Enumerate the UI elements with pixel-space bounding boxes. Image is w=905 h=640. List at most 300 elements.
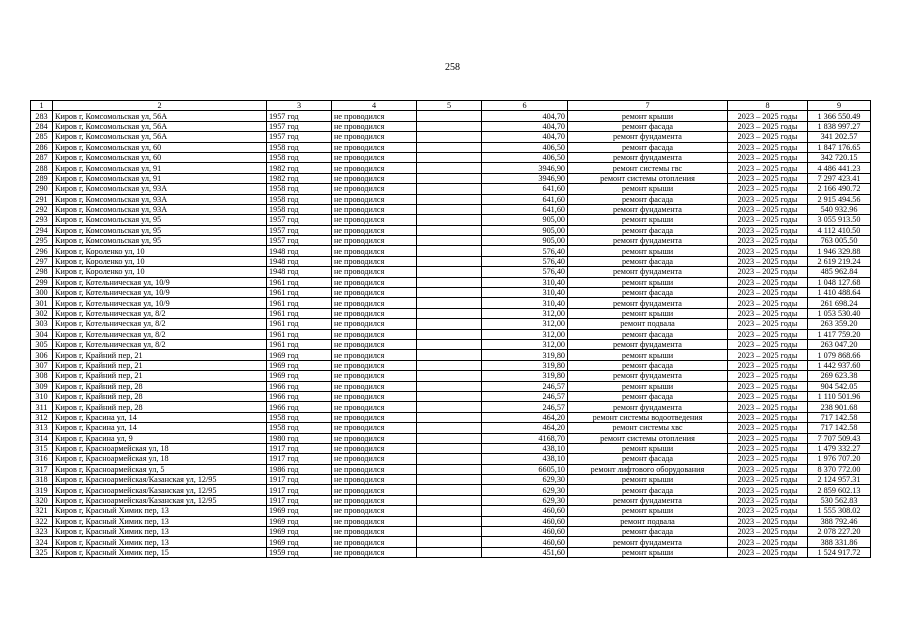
work-type-cell: ремонт фасада <box>568 360 728 370</box>
last-repair-cell: не проводился <box>332 475 417 485</box>
area-cell: 406,50 <box>482 152 568 162</box>
row-number: 299 <box>31 277 53 287</box>
repair-program-table <box>30 100 871 558</box>
area-cell: 438,10 <box>482 454 568 464</box>
table-row <box>31 163 871 173</box>
last-repair-cell: не проводился <box>332 360 417 370</box>
table-row <box>31 454 871 464</box>
build-year-cell: 1957 год <box>267 121 332 131</box>
last-repair-cell: не проводился <box>332 246 417 256</box>
row-number: 316 <box>31 454 53 464</box>
cost-cell: 1 838 997.27 <box>808 121 871 131</box>
cost-cell: 1 555 308.02 <box>808 506 871 516</box>
area-cell: 3946,90 <box>482 163 568 173</box>
empty-cell <box>417 267 482 277</box>
row-number: 318 <box>31 475 53 485</box>
period-cell: 2023 – 2025 годы <box>728 215 808 225</box>
area-cell: 460,60 <box>482 527 568 537</box>
cost-cell: 1 048 127.68 <box>808 277 871 287</box>
cost-cell: 3 055 913.50 <box>808 215 871 225</box>
row-number: 319 <box>31 485 53 495</box>
row-number: 321 <box>31 506 53 516</box>
row-number: 307 <box>31 360 53 370</box>
area-cell: 576,40 <box>482 267 568 277</box>
area-cell: 464,20 <box>482 423 568 433</box>
table-row <box>31 475 871 485</box>
table-row <box>31 142 871 152</box>
cost-cell: 2 915 494.56 <box>808 194 871 204</box>
period-cell: 2023 – 2025 годы <box>728 288 808 298</box>
empty-cell <box>417 516 482 526</box>
area-cell: 629,30 <box>482 475 568 485</box>
period-cell: 2023 – 2025 годы <box>728 246 808 256</box>
work-type-cell: ремонт фундамента <box>568 402 728 412</box>
period-cell: 2023 – 2025 годы <box>728 339 808 349</box>
table-row <box>31 381 871 391</box>
cost-cell: 1 479 332.27 <box>808 443 871 453</box>
work-type-cell: ремонт крыши <box>568 246 728 256</box>
area-cell: 6605,10 <box>482 464 568 474</box>
row-number: 312 <box>31 412 53 422</box>
area-cell: 310,40 <box>482 277 568 287</box>
empty-cell <box>417 288 482 298</box>
area-cell: 464,20 <box>482 412 568 422</box>
cost-cell: 2 859 602.13 <box>808 485 871 495</box>
row-number: 306 <box>31 350 53 360</box>
row-number: 317 <box>31 464 53 474</box>
work-type-cell: ремонт крыши <box>568 381 728 391</box>
cost-cell: 1 442 937.60 <box>808 360 871 370</box>
table-row <box>31 339 871 349</box>
row-number: 313 <box>31 423 53 433</box>
work-type-cell: ремонт лифтового оборудования <box>568 464 728 474</box>
work-type-cell: ремонт системы хвс <box>568 423 728 433</box>
empty-cell <box>417 236 482 246</box>
build-year-cell: 1957 год <box>267 132 332 142</box>
address-cell: Киров г, Красный Химик пер, 13 <box>53 537 267 547</box>
work-type-cell: ремонт системы отопления <box>568 173 728 183</box>
cost-cell: 388 331.86 <box>808 537 871 547</box>
table-row <box>31 516 871 526</box>
period-cell: 2023 – 2025 годы <box>728 225 808 235</box>
row-number: 303 <box>31 319 53 329</box>
empty-cell <box>417 412 482 422</box>
address-cell: Киров г, Крайний пер, 28 <box>53 381 267 391</box>
cost-cell: 263 359.20 <box>808 319 871 329</box>
table-row <box>31 277 871 287</box>
table-row <box>31 298 871 308</box>
area-cell: 319,80 <box>482 360 568 370</box>
work-type-cell: ремонт крыши <box>568 350 728 360</box>
empty-cell <box>417 225 482 235</box>
build-year-cell: 1969 год <box>267 537 332 547</box>
cost-cell: 261 698.24 <box>808 298 871 308</box>
table-row <box>31 547 871 557</box>
work-type-cell: ремонт фундамента <box>568 152 728 162</box>
table-row <box>31 121 871 131</box>
last-repair-cell: не проводился <box>332 464 417 474</box>
cost-cell: 7 297 423.41 <box>808 173 871 183</box>
work-type-cell: ремонт крыши <box>568 184 728 194</box>
col-header-2: 2 <box>53 101 267 111</box>
table-row <box>31 204 871 214</box>
empty-cell <box>417 111 482 121</box>
build-year-cell: 1958 год <box>267 412 332 422</box>
period-cell: 2023 – 2025 годы <box>728 360 808 370</box>
row-number: 302 <box>31 308 53 318</box>
build-year-cell: 1917 год <box>267 443 332 453</box>
area-cell: 641,60 <box>482 184 568 194</box>
table-row <box>31 308 871 318</box>
period-cell: 2023 – 2025 годы <box>728 132 808 142</box>
build-year-cell: 1957 год <box>267 111 332 121</box>
address-cell: Киров г, Котельническая ул, 8/2 <box>53 308 267 318</box>
table-row <box>31 527 871 537</box>
last-repair-cell: не проводился <box>332 547 417 557</box>
last-repair-cell: не проводился <box>332 329 417 339</box>
build-year-cell: 1917 год <box>267 495 332 505</box>
cost-cell: 263 047.20 <box>808 339 871 349</box>
empty-cell <box>417 152 482 162</box>
period-cell: 2023 – 2025 годы <box>728 121 808 131</box>
col-header-4: 4 <box>332 101 417 111</box>
area-cell: 404,70 <box>482 132 568 142</box>
period-cell: 2023 – 2025 годы <box>728 454 808 464</box>
area-cell: 310,40 <box>482 288 568 298</box>
cost-cell: 1 079 868.66 <box>808 350 871 360</box>
row-number: 314 <box>31 433 53 443</box>
row-number: 288 <box>31 163 53 173</box>
last-repair-cell: не проводился <box>332 225 417 235</box>
empty-cell <box>417 204 482 214</box>
table-row <box>31 464 871 474</box>
last-repair-cell: не проводился <box>332 163 417 173</box>
period-cell: 2023 – 2025 годы <box>728 537 808 547</box>
cost-cell: 8 370 772.00 <box>808 464 871 474</box>
work-type-cell: ремонт крыши <box>568 475 728 485</box>
last-repair-cell: не проводился <box>332 527 417 537</box>
work-type-cell: ремонт крыши <box>568 308 728 318</box>
cost-cell: 2 619 219.24 <box>808 256 871 266</box>
build-year-cell: 1917 год <box>267 475 332 485</box>
page-number: 258 <box>445 62 460 73</box>
cost-cell: 530 562.83 <box>808 495 871 505</box>
col-header-6: 6 <box>482 101 568 111</box>
area-cell: 576,40 <box>482 246 568 256</box>
last-repair-cell: не проводился <box>332 381 417 391</box>
cost-cell: 2 166 490.72 <box>808 184 871 194</box>
build-year-cell: 1958 год <box>267 204 332 214</box>
cost-cell: 1 366 550.49 <box>808 111 871 121</box>
table-row <box>31 319 871 329</box>
col-header-1: 1 <box>31 101 53 111</box>
area-cell: 4168,70 <box>482 433 568 443</box>
build-year-cell: 1958 год <box>267 184 332 194</box>
empty-cell <box>417 308 482 318</box>
address-cell: Киров г, Комсомольская ул, 91 <box>53 163 267 173</box>
empty-cell <box>417 475 482 485</box>
period-cell: 2023 – 2025 годы <box>728 236 808 246</box>
area-cell: 310,40 <box>482 298 568 308</box>
empty-cell <box>417 142 482 152</box>
row-number: 309 <box>31 381 53 391</box>
last-repair-cell: не проводился <box>332 402 417 412</box>
last-repair-cell: не проводился <box>332 412 417 422</box>
row-number: 308 <box>31 371 53 381</box>
row-number: 296 <box>31 246 53 256</box>
last-repair-cell: не проводился <box>332 495 417 505</box>
cost-cell: 1 524 917.72 <box>808 547 871 557</box>
address-cell: Киров г, Комсомольская ул, 93А <box>53 184 267 194</box>
address-cell: Киров г, Комсомольская ул, 93А <box>53 204 267 214</box>
table-row <box>31 506 871 516</box>
address-cell: Киров г, Красина ул, 14 <box>53 423 267 433</box>
build-year-cell: 1980 год <box>267 433 332 443</box>
address-cell: Киров г, Красный Химик пер, 15 <box>53 547 267 557</box>
last-repair-cell: не проводился <box>332 194 417 204</box>
build-year-cell: 1959 год <box>267 547 332 557</box>
address-cell: Киров г, Красноармейская/Казанская ул, 12/95 <box>53 495 267 505</box>
work-type-cell: ремонт подвала <box>568 319 728 329</box>
last-repair-cell: не проводился <box>332 443 417 453</box>
table-row <box>31 537 871 547</box>
work-type-cell: ремонт фасада <box>568 256 728 266</box>
cost-cell: 763 005.50 <box>808 236 871 246</box>
work-type-cell: ремонт фасада <box>568 527 728 537</box>
work-type-cell: ремонт фасада <box>568 454 728 464</box>
build-year-cell: 1969 год <box>267 371 332 381</box>
area-cell: 905,00 <box>482 236 568 246</box>
build-year-cell: 1969 год <box>267 527 332 537</box>
area-cell: 641,60 <box>482 204 568 214</box>
cost-cell: 1 946 329.88 <box>808 246 871 256</box>
empty-cell <box>417 495 482 505</box>
cost-cell: 4 112 410.50 <box>808 225 871 235</box>
empty-cell <box>417 527 482 537</box>
address-cell: Киров г, Красноармейская ул, 18 <box>53 454 267 464</box>
empty-cell <box>417 194 482 204</box>
work-type-cell: ремонт фасада <box>568 142 728 152</box>
period-cell: 2023 – 2025 годы <box>728 412 808 422</box>
work-type-cell: ремонт фундамента <box>568 132 728 142</box>
row-number: 297 <box>31 256 53 266</box>
last-repair-cell: не проводился <box>332 184 417 194</box>
empty-cell <box>417 132 482 142</box>
empty-cell <box>417 256 482 266</box>
work-type-cell: ремонт крыши <box>568 547 728 557</box>
empty-cell <box>417 485 482 495</box>
empty-cell <box>417 277 482 287</box>
build-year-cell: 1961 год <box>267 308 332 318</box>
empty-cell <box>417 433 482 443</box>
build-year-cell: 1917 год <box>267 454 332 464</box>
period-cell: 2023 – 2025 годы <box>728 485 808 495</box>
period-cell: 2023 – 2025 годы <box>728 381 808 391</box>
cost-cell: 1 976 707.20 <box>808 454 871 464</box>
period-cell: 2023 – 2025 годы <box>728 516 808 526</box>
work-type-cell: ремонт системы гвс <box>568 163 728 173</box>
row-number: 310 <box>31 391 53 401</box>
build-year-cell: 1961 год <box>267 339 332 349</box>
address-cell: Киров г, Красноармейская ул, 5 <box>53 464 267 474</box>
empty-cell <box>417 360 482 370</box>
last-repair-cell: не проводился <box>332 433 417 443</box>
row-number: 325 <box>31 547 53 557</box>
cost-cell: 485 962.84 <box>808 267 871 277</box>
last-repair-cell: не проводился <box>332 506 417 516</box>
col-header-7: 7 <box>568 101 728 111</box>
area-cell: 629,30 <box>482 495 568 505</box>
address-cell: Киров г, Красноармейская/Казанская ул, 12/95 <box>53 475 267 485</box>
period-cell: 2023 – 2025 годы <box>728 433 808 443</box>
period-cell: 2023 – 2025 годы <box>728 547 808 557</box>
address-cell: Киров г, Красина ул, 14 <box>53 412 267 422</box>
area-cell: 460,60 <box>482 506 568 516</box>
period-cell: 2023 – 2025 годы <box>728 443 808 453</box>
area-cell: 404,70 <box>482 111 568 121</box>
address-cell: Киров г, Крайний пер, 21 <box>53 350 267 360</box>
table-row <box>31 225 871 235</box>
empty-cell <box>417 423 482 433</box>
area-cell: 406,50 <box>482 142 568 152</box>
period-cell: 2023 – 2025 годы <box>728 402 808 412</box>
cost-cell: 1 417 759.20 <box>808 329 871 339</box>
cost-cell: 1 847 176.65 <box>808 142 871 152</box>
empty-cell <box>417 215 482 225</box>
period-cell: 2023 – 2025 годы <box>728 194 808 204</box>
work-type-cell: ремонт крыши <box>568 506 728 516</box>
area-cell: 246,57 <box>482 391 568 401</box>
address-cell: Киров г, Комсомольская ул, 56А <box>53 111 267 121</box>
cost-cell: 1 110 501.96 <box>808 391 871 401</box>
row-number: 324 <box>31 537 53 547</box>
row-number: 289 <box>31 173 53 183</box>
work-type-cell: ремонт фасада <box>568 121 728 131</box>
row-number: 293 <box>31 215 53 225</box>
cost-cell: 1 410 488.64 <box>808 288 871 298</box>
table-row <box>31 184 871 194</box>
area-cell: 312,00 <box>482 308 568 318</box>
address-cell: Киров г, Красина ул, 9 <box>53 433 267 443</box>
address-cell: Киров г, Короленко ул, 10 <box>53 267 267 277</box>
period-cell: 2023 – 2025 годы <box>728 329 808 339</box>
build-year-cell: 1982 год <box>267 163 332 173</box>
last-repair-cell: не проводился <box>332 339 417 349</box>
last-repair-cell: не проводился <box>332 298 417 308</box>
build-year-cell: 1957 год <box>267 225 332 235</box>
address-cell: Киров г, Комсомольская ул, 95 <box>53 236 267 246</box>
cost-cell: 341 202.57 <box>808 132 871 142</box>
build-year-cell: 1966 год <box>267 391 332 401</box>
empty-cell <box>417 163 482 173</box>
row-number: 284 <box>31 121 53 131</box>
row-number: 323 <box>31 527 53 537</box>
empty-cell <box>417 298 482 308</box>
table-row <box>31 402 871 412</box>
work-type-cell: ремонт крыши <box>568 277 728 287</box>
header-row <box>31 101 871 111</box>
work-type-cell: ремонт фундамента <box>568 537 728 547</box>
empty-cell <box>417 381 482 391</box>
col-header-9: 9 <box>808 101 871 111</box>
address-cell: Киров г, Комсомольская ул, 91 <box>53 173 267 183</box>
table-row <box>31 194 871 204</box>
period-cell: 2023 – 2025 годы <box>728 152 808 162</box>
build-year-cell: 1986 год <box>267 464 332 474</box>
build-year-cell: 1948 год <box>267 256 332 266</box>
build-year-cell: 1948 год <box>267 246 332 256</box>
area-cell: 312,00 <box>482 339 568 349</box>
empty-cell <box>417 402 482 412</box>
address-cell: Киров г, Комсомольская ул, 95 <box>53 215 267 225</box>
cost-cell: 2 078 227.20 <box>808 527 871 537</box>
build-year-cell: 1957 год <box>267 236 332 246</box>
work-type-cell: ремонт фундамента <box>568 267 728 277</box>
table-row <box>31 485 871 495</box>
row-number: 291 <box>31 194 53 204</box>
col-header-3: 3 <box>267 101 332 111</box>
empty-cell <box>417 329 482 339</box>
table-row <box>31 288 871 298</box>
cost-cell: 342 720.15 <box>808 152 871 162</box>
cost-cell: 717 142.58 <box>808 423 871 433</box>
cost-cell: 717 142.58 <box>808 412 871 422</box>
area-cell: 246,57 <box>482 381 568 391</box>
address-cell: Киров г, Комсомольская ул, 93А <box>53 194 267 204</box>
build-year-cell: 1961 год <box>267 329 332 339</box>
build-year-cell: 1969 год <box>267 506 332 516</box>
build-year-cell: 1966 год <box>267 381 332 391</box>
period-cell: 2023 – 2025 годы <box>728 298 808 308</box>
row-number: 320 <box>31 495 53 505</box>
cost-cell: 7 707 509.43 <box>808 433 871 443</box>
period-cell: 2023 – 2025 годы <box>728 464 808 474</box>
last-repair-cell: не проводился <box>332 132 417 142</box>
build-year-cell: 1961 год <box>267 277 332 287</box>
area-cell: 319,80 <box>482 371 568 381</box>
area-cell: 451,60 <box>482 547 568 557</box>
address-cell: Киров г, Комсомольская ул, 95 <box>53 225 267 235</box>
work-type-cell: ремонт фундамента <box>568 204 728 214</box>
area-cell: 576,40 <box>482 256 568 266</box>
table-row <box>31 246 871 256</box>
work-type-cell: ремонт крыши <box>568 443 728 453</box>
cost-cell: 1 053 530.40 <box>808 308 871 318</box>
area-cell: 438,10 <box>482 443 568 453</box>
cost-cell: 904 542.05 <box>808 381 871 391</box>
address-cell: Киров г, Котельническая ул, 10/9 <box>53 288 267 298</box>
period-cell: 2023 – 2025 годы <box>728 495 808 505</box>
row-number: 311 <box>31 402 53 412</box>
build-year-cell: 1982 год <box>267 173 332 183</box>
empty-cell <box>417 537 482 547</box>
period-cell: 2023 – 2025 годы <box>728 319 808 329</box>
period-cell: 2023 – 2025 годы <box>728 506 808 516</box>
table-row <box>31 350 871 360</box>
area-cell: 312,00 <box>482 329 568 339</box>
last-repair-cell: не проводился <box>332 319 417 329</box>
last-repair-cell: не проводился <box>332 277 417 287</box>
area-cell: 3946,90 <box>482 173 568 183</box>
work-type-cell: ремонт фасада <box>568 194 728 204</box>
table-row <box>31 360 871 370</box>
work-type-cell: ремонт фундамента <box>568 495 728 505</box>
empty-cell <box>417 464 482 474</box>
last-repair-cell: не проводился <box>332 267 417 277</box>
last-repair-cell: не проводился <box>332 516 417 526</box>
build-year-cell: 1961 год <box>267 298 332 308</box>
build-year-cell: 1958 год <box>267 423 332 433</box>
